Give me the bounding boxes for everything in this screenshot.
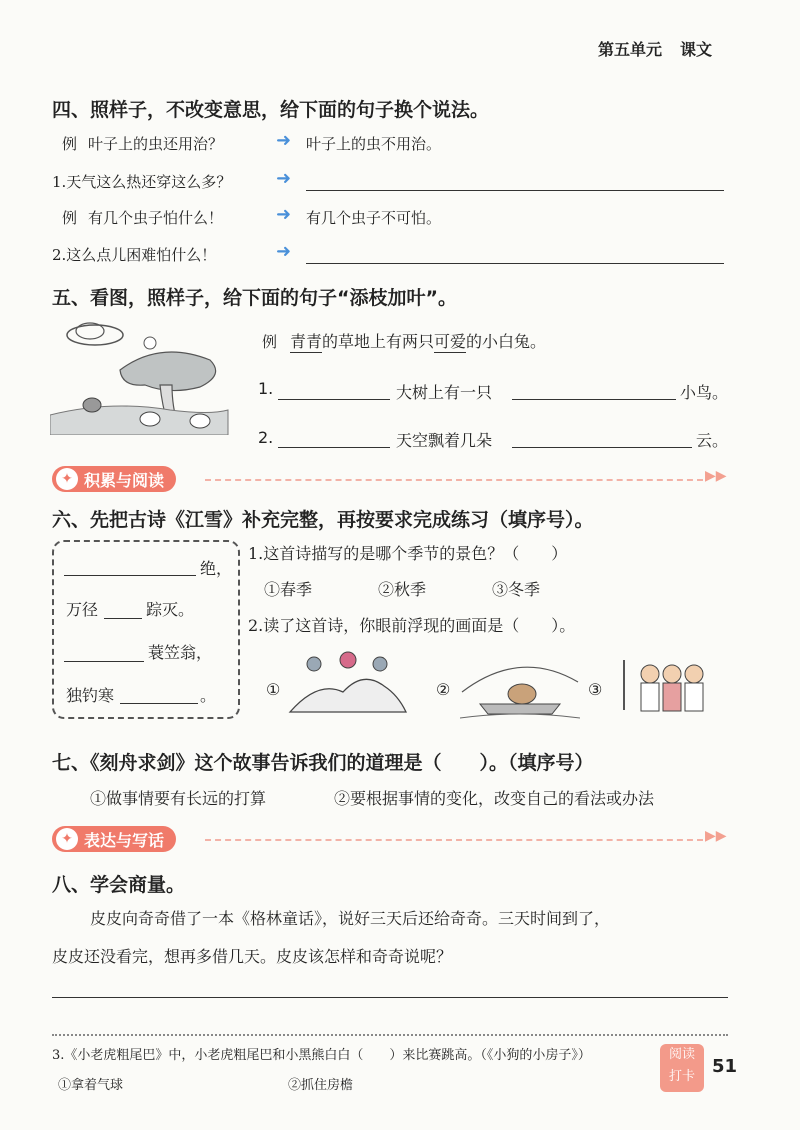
- footer-question: 3.《小老虎粗尾巴》中，小老虎粗尾巴和小黑熊白白（ ）来比赛跳高。（《小狗的小房子》）: [52, 1048, 591, 1063]
- q4-item2: 2.这么点儿困难怕什么！: [52, 246, 217, 264]
- q4-ex2-dst: 有几个虫子不可怕。: [306, 209, 442, 227]
- q8-p2: 皮皮还没看完，想再多借几天。皮皮该怎样和奇奇说呢？: [52, 947, 453, 966]
- lightbulb-icon: ✦: [56, 468, 78, 490]
- section-banner: [52, 464, 176, 494]
- footer-o2: ②抓住房檐: [288, 1078, 354, 1093]
- section-banner: [52, 824, 176, 854]
- q4-title: 四、照样子，不改变意思，给下面的句子换个说法。: [52, 99, 490, 121]
- q5-l1-num: 1.: [258, 379, 274, 398]
- blank-line[interactable]: [278, 447, 390, 448]
- poem-l2-b: 踪灭。: [146, 600, 195, 619]
- q5-l2-num: 2.: [258, 428, 274, 447]
- q5-ex-mid1: 的草地上有两只: [322, 332, 435, 351]
- poem-l4-end: 。: [200, 686, 217, 705]
- q4-ex2-label: 例: [62, 209, 78, 227]
- arrow-icon: ➜: [276, 130, 292, 151]
- q6-sub1-o2: ②秋季: [378, 580, 427, 599]
- q6-title: 六、先把古诗《江雪》补充完整，再按要求完成练习（填序号）。: [52, 509, 594, 531]
- q5-l2-end: 云。: [696, 431, 729, 450]
- badge-line1: 阅读: [668, 1047, 695, 1062]
- banner1-label: 积累与阅读: [84, 470, 165, 490]
- q7-title: 七、《刻舟求剑》这个故事告诉我们的道理是（ ）。（填序号）: [52, 752, 594, 774]
- q5-ex-word2: 可爱: [434, 329, 466, 353]
- q6-sub1-o1: ①春季: [264, 580, 313, 599]
- children-trees-illustration: [610, 650, 720, 722]
- q7-o2: ②要根据事情的变化，改变自己的看法或办法: [334, 789, 655, 808]
- q8-title: 八、学会商量。: [52, 874, 186, 896]
- blank-line[interactable]: [512, 447, 692, 448]
- answer-line[interactable]: [306, 263, 724, 264]
- header-section: 课文: [680, 40, 713, 59]
- q6-sub2-o3: ③: [588, 680, 603, 699]
- q4-ex1-dst: 叶子上的虫不用治。: [306, 135, 442, 153]
- header-unit: 第五单元: [598, 40, 663, 59]
- q6-sub2-o2: ②: [436, 680, 451, 699]
- poem-l3-end: 蓑笠翁，: [148, 643, 213, 662]
- q5-ex-mid2: 的小白兔。: [466, 332, 547, 351]
- divider: [205, 479, 703, 481]
- q6-sub1: 1.这首诗描写的是哪个季节的景色？（ ）: [248, 544, 568, 563]
- q7-o1: ①做事情要有长远的打算: [90, 789, 267, 808]
- q6-sub2: 2.读了这首诗，你眼前浮现的画面是（ ）。: [248, 616, 576, 635]
- q5-l1-end: 小鸟。: [680, 383, 729, 402]
- footer-o1: ①拿着气球: [58, 1078, 124, 1093]
- chevrons-icon: ▶▶: [705, 828, 727, 844]
- lightbulb-icon: ✦: [56, 828, 78, 850]
- answer-line[interactable]: [52, 997, 728, 998]
- blank-line[interactable]: [104, 618, 142, 619]
- reading-checkin-badge: [660, 1044, 704, 1092]
- arrow-icon: ➜: [276, 204, 292, 225]
- q6-sub1-o3: ③冬季: [492, 580, 541, 599]
- poem-l4-a: 独钓寒: [66, 686, 115, 705]
- divider: [52, 1034, 728, 1036]
- badge-line2: 打卡: [668, 1069, 695, 1084]
- fisherman-boat-illustration: [460, 652, 580, 722]
- banner2-label: 表达与写话: [84, 830, 165, 850]
- poem-l1-end: 绝，: [200, 559, 233, 578]
- divider: [205, 839, 703, 841]
- blank-line[interactable]: [64, 661, 144, 662]
- arrow-icon: ➜: [276, 241, 292, 262]
- q8-p1: 皮皮向奇奇借了一本《格林童话》，说好三天后还给奇奇。三天时间到了，: [90, 909, 611, 928]
- q4-ex2-src: 有几个虫子怕什么！: [88, 209, 224, 227]
- poem-l2-a: 万径: [66, 600, 99, 619]
- q5-l1-mid: 大树上有一只: [396, 383, 493, 402]
- arrow-icon: ➜: [276, 168, 292, 189]
- page-number: 51: [712, 1056, 738, 1077]
- q4-ex1-src: 叶子上的虫还用治？: [88, 135, 224, 153]
- q6-sub2-o1: ①: [266, 680, 281, 699]
- blank-line[interactable]: [278, 399, 390, 400]
- q5-ex-word1: 青青: [290, 329, 322, 353]
- answer-line[interactable]: [306, 190, 724, 191]
- q5-l2-mid: 天空飘着几朵: [396, 431, 493, 450]
- blank-line[interactable]: [64, 575, 196, 576]
- q4-ex1-label: 例: [62, 135, 78, 153]
- q4-item1: 1.天气这么热还穿这么多？: [52, 173, 232, 191]
- q5-title: 五、看图，照样子，给下面的句子“添枝加叶”。: [52, 287, 457, 309]
- tree-rabbits-illustration: [50, 315, 230, 435]
- blank-line[interactable]: [120, 703, 198, 704]
- chevrons-icon: ▶▶: [705, 468, 727, 484]
- q5-ex-label: 例: [262, 333, 278, 351]
- blank-line[interactable]: [512, 399, 676, 400]
- birds-mountain-illustration: [288, 650, 408, 720]
